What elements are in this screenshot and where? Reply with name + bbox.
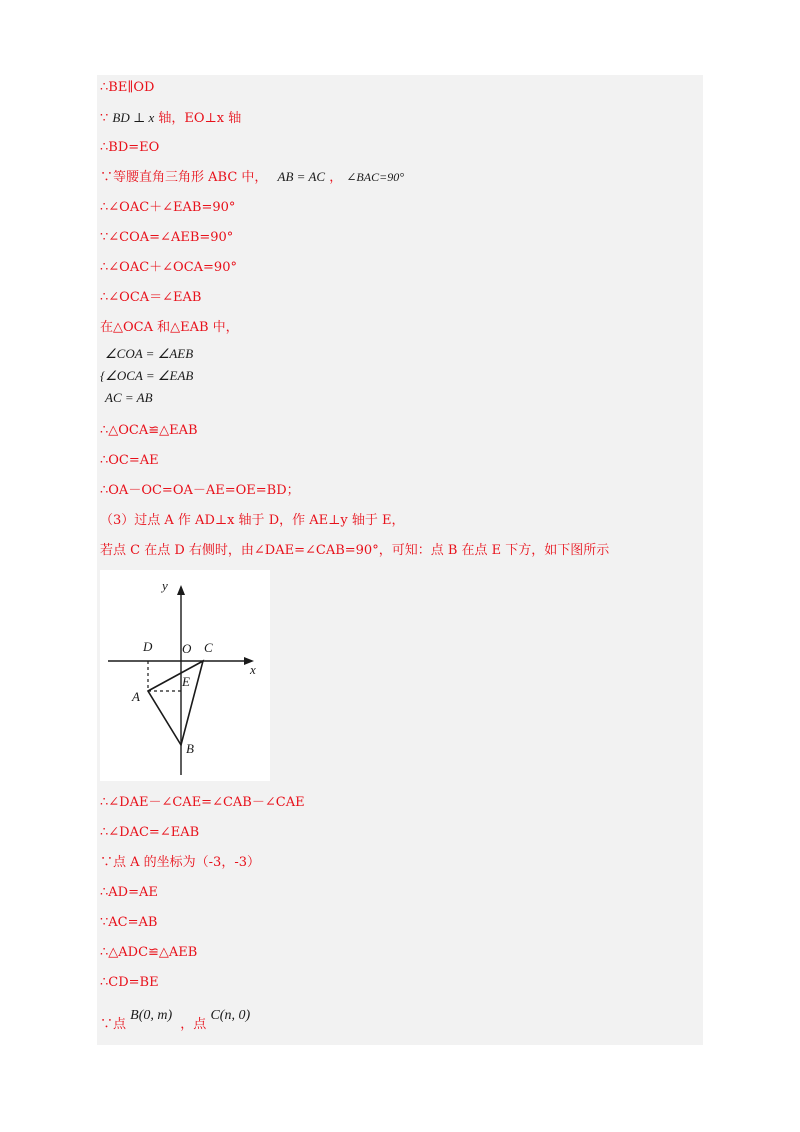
step-coa-eq-aeb: ∵∠COA=∠AEB=90° [100, 230, 234, 245]
step-text: 轴，EO⊥x 轴 [158, 111, 242, 126]
step-c-right-of-d: 若点 C 在点 D 右侧时，由∠DAE=∠CAB=90°，可知：点 B 在点 E 下方，如下图所示 [100, 543, 610, 558]
step-oac-plus-oca: ∴∠OAC＋∠OCA=90° [100, 260, 237, 275]
step-oc-eq-ae: ∴OC=AE [100, 453, 159, 468]
math-point-c: C(n, 0) [210, 1008, 251, 1023]
solution-panel [97, 75, 703, 1045]
step-bd-eq-eo: ∴BD=EO [100, 140, 160, 155]
triangle-abc [148, 661, 203, 745]
y-axis-arrow [177, 585, 185, 595]
system-row-1: ∠COA = ∠AEB [105, 346, 194, 361]
step-text: ∵点 [100, 1017, 127, 1032]
geometry-figure [100, 570, 270, 781]
label-c: C [204, 640, 213, 655]
system-row-3: AC = AB [105, 390, 153, 405]
step-angle-difference: ∴∠DAE－∠CAE=∠CAB－∠CAE [100, 795, 305, 810]
figure-svg [100, 570, 270, 781]
step-ac-eq-ab: ∵AC=AB [100, 915, 158, 930]
label-x: x [250, 662, 256, 677]
label-a: A [132, 689, 140, 704]
step-comma: ， [329, 170, 343, 185]
label-d: D [143, 639, 153, 654]
label-b: B [186, 741, 194, 756]
step-cd-eq-be: ∴CD=BE [100, 975, 159, 990]
math-ab-eq-ac: AB = AC [277, 169, 326, 184]
step-be-parallel-od: ∴BE∥OD [100, 80, 155, 95]
step-congruent-adc-aeb: ∴△ADC≌△AEB [100, 945, 198, 960]
step-points-b-c [100, 1008, 251, 1034]
step-text: ∵等腰直角三角形 ABC 中， [100, 170, 268, 185]
because-symbol: ∵ [100, 111, 109, 126]
step-isosceles-right-triangle [100, 168, 404, 187]
step-text: ，点 [180, 1017, 207, 1032]
step-ad-eq-ae: ∴AD=AE [100, 885, 158, 900]
step-oa-oc-chain: ∴OA－OC=OA－AE=OE=BD； [100, 483, 300, 498]
label-o: O [182, 641, 192, 656]
math-angle-bac: ∠BAC=90° [346, 170, 404, 184]
step-oac-plus-eab: ∴∠OAC＋∠EAB=90° [100, 200, 236, 215]
math-point-b: B(0, m) [130, 1008, 173, 1023]
step-part-3: （3）过点 A 作 AD⊥x 轴于 D，作 AE⊥y 轴于 E， [100, 513, 405, 528]
step-oca-eq-eab: ∴∠OCA＝∠EAB [100, 290, 202, 305]
system-row-2: {∠OCA = ∠EAB [100, 368, 194, 383]
step-congruent-oca-eab: ∴△OCA≌△EAB [100, 423, 198, 438]
label-y: y [162, 578, 168, 593]
step-coordinates-a: ∵点 A 的坐标为（-3，-3） [100, 855, 260, 870]
math-bd-perp-x: BD ⊥ x [112, 110, 155, 125]
step-bd-perp-x [100, 109, 241, 128]
step-dac-eq-eab: ∴∠DAC=∠EAB [100, 825, 200, 840]
step-in-triangles: 在△OCA 和△EAB 中， [100, 320, 239, 335]
label-e: E [182, 674, 190, 689]
